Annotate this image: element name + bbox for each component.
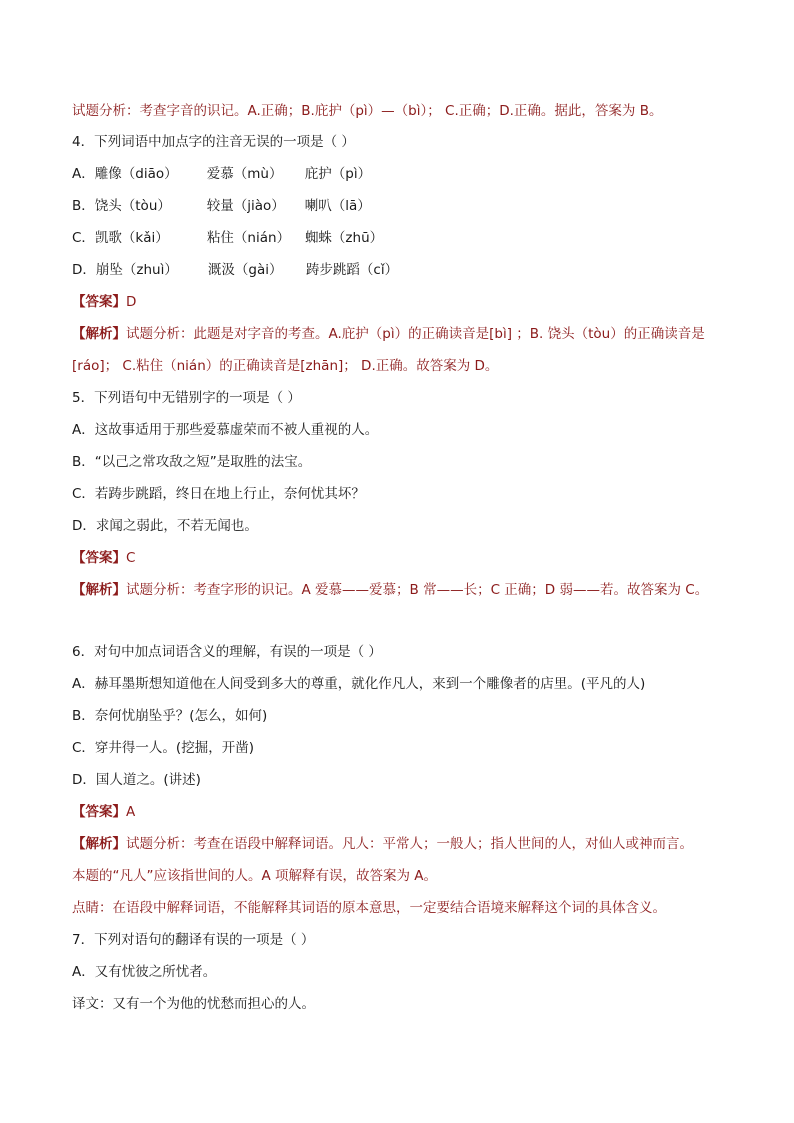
q6-analysis-line1: [72, 834, 693, 854]
option-word: 饶头（tòu）: [94, 198, 171, 214]
analysis-tag: 【解析】: [72, 326, 126, 342]
q4-answer: [72, 292, 136, 312]
q4-option-c: [72, 228, 383, 248]
q4-analysis-line1: [72, 324, 705, 344]
option-word: 较量（jiào）: [206, 198, 285, 214]
option-word: 崩坠（zhuì）: [95, 262, 178, 278]
option-word: 雕像（diāo）: [94, 166, 178, 182]
q7-translation: 译文：又有一个为他的忧愁而担心的人。: [72, 996, 315, 1012]
answer-value: A: [126, 804, 136, 820]
option-label: C．: [72, 230, 95, 246]
option-word: 踌步跳蹈（cǐ）: [305, 262, 399, 278]
top-analysis: 试题分析：考查字音的识记。A.正确；B.庇护（pì）—（bì）； C.正确；D.正确。据此，答案为 B。: [72, 103, 663, 119]
q4-analysis-line2: [ráo]； C.粘住（nián）的正确读音是[zhān]； D.正确。故答案为 D。: [72, 358, 499, 374]
q6-analysis-line2: 本题的“凡人”应该指世间的人。A 项解释有误，故答案为 A。: [72, 868, 438, 884]
answer-tag: 【答案】: [72, 804, 126, 820]
answer-value: C: [126, 550, 136, 566]
q4-option-b: [72, 196, 371, 216]
q5-stem: 5．下列语句中无错别字的一项是（ ）: [72, 390, 301, 406]
q4-option-a: [72, 164, 371, 184]
option-word: 粘住（nián）: [206, 230, 291, 246]
q4-option-d: [72, 260, 398, 280]
q6-option-a: A．赫耳墨斯想知道他在人间受到多大的尊重，就化作凡人，来到一个雕像者的店里。(平凡的人): [72, 676, 646, 692]
option-word: 蜘蛛（zhū）: [304, 230, 384, 246]
answer-tag: 【答案】: [72, 294, 126, 310]
option-word: 爱慕（mù）: [206, 166, 283, 182]
q5-answer: [72, 548, 135, 568]
q5-option-c: C．若踌步跳蹈，终日在地上行止，奈何忧其坏？: [72, 486, 365, 502]
q5-analysis: [72, 580, 708, 600]
q6-option-c: C．穿井得一人。(挖掘，开凿): [72, 740, 254, 756]
analysis-tag: 【解析】: [72, 582, 126, 598]
q4-stem: 4．下列词语中加点字的注音无误的一项是（ ）: [72, 134, 355, 150]
q6-answer: [72, 802, 135, 822]
q6-note: 点睛：在语段中解释词语，不能解释其词语的原本意思，一定要结合语境来解释这个词的具体含义。: [72, 900, 666, 916]
option-word: 凯歌（kǎi）: [94, 230, 169, 246]
analysis-text: 试题分析：考查字形的识记。A 爱慕——爱慕；B 常——长；C 正确；D 弱——若。故答案为 C。: [126, 582, 709, 598]
option-word: 喇叭（lā）: [304, 198, 371, 214]
q6-option-d: D．国人道之。(讲述): [72, 772, 201, 788]
option-word: 庇护（pì）: [304, 166, 372, 182]
q7-stem: 7．下列对语句的翻译有误的一项是（ ）: [72, 932, 315, 948]
q5-option-b: B．“以己之常攻敌之短”是取胜的法宝。: [72, 454, 312, 470]
q7-option-a: A．又有忧彼之所忧者。: [72, 964, 217, 980]
answer-tag: 【答案】: [72, 550, 126, 566]
q5-option-d: D．求闻之弱此，不若无闻也。: [72, 518, 258, 534]
option-label: A．: [72, 166, 95, 182]
q6-stem: 6．对句中加点词语含义的理解，有误的一项是（ ）: [72, 644, 382, 660]
analysis-text: 试题分析：此题是对字音的考查。A.庇护（pì）的正确读音是[bì] ；B. 饶头（tòu）的正确读音是: [126, 326, 705, 342]
option-word: 溉汲（gài）: [207, 262, 283, 278]
q5-option-a: A．这故事适用于那些爱慕虚荣而不被人重视的人。: [72, 422, 379, 438]
option-label: D．: [72, 262, 96, 278]
q6-option-b: B．奈何忧崩坠乎？(怎么，如何): [72, 708, 268, 724]
analysis-tag: 【解析】: [72, 836, 126, 852]
analysis-text: 试题分析：考查在语段中解释词语。凡人：平常人；一般人；指人世间的人，对仙人或神而言。: [126, 836, 693, 852]
option-label: B．: [72, 198, 95, 214]
answer-value: D: [126, 294, 137, 310]
